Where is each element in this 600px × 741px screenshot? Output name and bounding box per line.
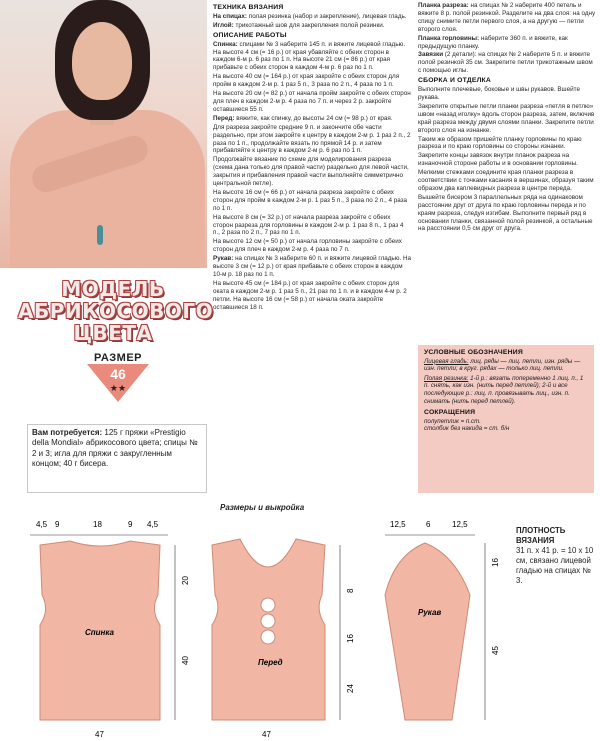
heading-assembly: СБОРКА И ОТДЕЛКА — [418, 77, 492, 85]
back-pattern — [30, 520, 190, 739]
back-dim-5: 4,5 — [147, 520, 159, 529]
materials-text: 125 г пряжи «Prestigio della Mondial» абрикосового цвета; спицы № 2 и 3; игла для пряжи с закругленным концом; 40 г бисера. — [32, 428, 198, 469]
assembly-1: Выполните плечевые, боковые и швы рукавов. Вшейте рукава. — [418, 86, 580, 101]
difficulty-stars: ★★ — [109, 383, 127, 393]
title-line-1: МОДЕЛЬ — [61, 277, 165, 301]
assembly-2: Закрепите открытые петли планки разреза «петля в петлю» швом «назад иголку» вдоль сторон разреза, затем, включив край разреза между двумя слоями планки. Закрепите петли второго слоя на изнанке. — [418, 102, 595, 134]
tech-needle: Иглой: трикотажный шов для закрепления полой резинки. — [213, 21, 385, 29]
sleeve-dim-2: 6 — [426, 520, 431, 529]
back-text: Спинка: спицами № 3 наберите 145 п. и вяжите лицевой гладью. На высоте 4 см (= 16 р.) от края убавляйте с обеих сторон в каждом 6-м р. 6 раз по 1 п. На высоте 21 см (= 86 р.) от края прибавьте с обеих сторон в каждом 4-м р. 6 раз по 1 п. — [213, 40, 406, 72]
plank-text: Планка разреза: на спицах № 2 наберите 400 петель и вяжите 8 р. полой резинкой. Разделите на два слоя: на одну спицу снимите петли первого слоя, а на другую — петли второго слоя. — [418, 2, 596, 33]
abbrev-1: полупетлик = п.ст. — [424, 417, 481, 425]
legend-heading: УСЛОВНЫЕ ОБОЗНАЧЕНИЯ — [424, 349, 523, 356]
heading-description: ОПИСАНИЕ РАБОТЫ — [213, 31, 287, 39]
sleeve-pattern — [385, 520, 500, 720]
front-text: Перед: вяжите, как спинку, до высоты 24 см (= 98 р.) от края. — [213, 114, 393, 122]
back-dim-side-1: 20 — [181, 576, 190, 585]
heading-technique: ТЕХНИКА ВЯЗАНИЯ — [213, 4, 284, 11]
face-shape — [72, 22, 132, 100]
front-dim-side-1: 8 — [346, 588, 355, 593]
sleeve-dim-side-1: 16 — [491, 558, 500, 567]
sleeve-label: Рукав — [418, 608, 442, 617]
pattern-diagrams — [0, 515, 510, 741]
back-dim-2: 9 — [55, 520, 60, 529]
front-dim-bottom: 47 — [262, 730, 271, 739]
legend-stockinette: Лицевая гладь: лиц. ряды — лиц. петли, изн. ряды — изн. петли; в круг. рядах — только лиц. петли. — [424, 357, 581, 373]
pendant-bead — [97, 225, 103, 245]
front-dim-side-2: 16 — [346, 634, 355, 643]
front-text-2: Для разреза закройте средние 9 п. и закончите обе части раздельно, при этом закройте к центру в каждом 2-м р. 1 раз 2 п., 2 раза по 1 п., продолжайте вязать по прямой 14 р. и затем прибавляйте к центру в каждом 2-м р. 6 раз по 1 п. — [213, 123, 411, 155]
front-text-3: Продолжайте вязание по схеме для моделирования разреза (схема дана только для правой части) раздельно для левой части, закрытия и прибавления правой части выполняйте симметрично центральной петле). — [213, 156, 409, 188]
assembly-6: Вышейте бисером 3 параллельных ряда на одинаковом расстоянии друг от друга по краю горловины переда и по краям разреза, следуя изгибам. Выполните первый ряд в основании планки, связанной полой резинкой, а остальные на расстоянии 0,5 см друг от друга. — [418, 193, 593, 233]
neck-plank-text: Планка горловины: наберите 360 п. и вяжите, как предыдущую планку. — [418, 34, 568, 50]
sleeve-dim-3: 12,5 — [452, 520, 468, 529]
model-title — [18, 277, 214, 345]
front-text-6: На высоте 12 см (= 50 р.) от начала горловины закройте с обеих сторон для плеч в каждом 2-м р. 4 раза по 7 п. — [213, 238, 402, 254]
back-dim-bottom: 47 — [95, 730, 104, 739]
front-text-5: На высоте 8 см (= 32 р.) от начала разреза закройте с обеих сторон разреза для горловины в каждом 2-м р. 1 раз 8 п., 1 раз 4 п., 2 раза по 2 п., 7 раз по 1 п. — [213, 213, 404, 237]
abbrev-2: столбик без накида = ст. б/н — [424, 425, 510, 433]
back-text-2: На высоте 40 см (= 164 р.) от края закройте с обеих сторон для пройм в каждом 2-м р. 1 раз 5 п., 3 раза по 2 п., 4 раза по 1 п. — [213, 73, 400, 89]
back-dim-side-2: 40 — [181, 656, 190, 665]
back-text-3: На высоте 20 см (= 82 р.) от начала пройм закройте с обеих сторон для плеч в каждом 2-м р. 4 раза по 7 п. и через 2 р. закройте оставшиеся 55 п. — [213, 90, 411, 113]
title-line-2: АБРИКОСОВОГО — [18, 299, 214, 323]
legend-rib: Полая резинка: 1-й р.: вязать попеременно 1 лиц. п., 1 п. снять, как изн. (нить перед петлей); 2-й и все последующие р.: лиц. п. провязывать лиц., изн. п. снимать (нить перед петлей). — [424, 374, 584, 405]
sleeve-text: Рукав: на спицах № 3 наберите 60 п. и вяжите лицевой гладью. На высоте 3 см (= 12 р.) от края прибавьте с обеих сторон в каждом 10-м р. 18 раз по 1 п. — [213, 255, 411, 278]
materials-box — [27, 424, 207, 493]
front-dim-side-3: 24 — [346, 684, 355, 693]
model-photo — [0, 0, 207, 268]
assembly-5: Мелкими стежками соедините края планки разреза в соответствии с точками касания в вершинах, образуя таким образом два каплевидных разреза в центре переда. — [418, 169, 594, 192]
back-dim-1: 4,5 — [36, 520, 48, 529]
assembly-3: Таким же образом пришейте планку горловины по краю разреза и по краю горловины со стороны изнанки. — [418, 135, 582, 151]
sleeve-dim-1: 12,5 — [390, 520, 406, 529]
ties-text: Завязки (2 детали): на спицах № 2 наберите 5 п. и вяжите полой резинкой 35 см. Закрепите петли трикотажным швом с помощью иглы. — [418, 51, 593, 75]
legend-box — [418, 345, 594, 493]
sleeve-text-2: На высоте 45 см (= 184 р.) от края закройте с обеих сторон для оката в каждом 2-м р. 1 раз 5 п., 21 раз по 1 п. и в каждом 4-м р. 2 петли. На высоте 16 см (= 58 р.) от начала оката закройте оставшиеся 18 п. — [213, 279, 407, 311]
diagram-title: Размеры и выкройка — [220, 503, 305, 512]
front-pattern — [212, 539, 355, 739]
title-line-3: ЦВЕТА — [73, 321, 153, 345]
column-assembly — [418, 2, 596, 234]
column-technique — [213, 2, 411, 313]
tech-needles: На спицах: полая резинка (набор и закрепление), лицевая гладь. — [213, 12, 407, 20]
gauge-text: 31 п. x 41 р. = 10 x 10 см, связано лицевой гладью на спицах № 3. — [516, 546, 594, 585]
size-value: 46 — [110, 366, 126, 382]
back-label: Спинка — [85, 628, 114, 637]
gauge-box — [516, 526, 596, 586]
back-dim-4: 9 — [128, 520, 133, 529]
assembly-4: Закрепите концы завязок внутри планок разреза на изнаночной стороне работы и в основании горловины. — [418, 152, 578, 168]
abbrev-heading: СОКРАЩЕНИЯ — [424, 409, 476, 417]
size-label: РАЗМЕР — [93, 352, 143, 364]
gauge-heading: ПЛОТНОСТЬ ВЯЗАНИЯ — [516, 526, 566, 545]
front-label: Перед — [258, 658, 283, 667]
back-dim-3: 18 — [93, 520, 102, 529]
materials-head: Вам потребуется: — [32, 428, 103, 437]
sleeve-dim-side-2: 45 — [491, 646, 500, 655]
front-text-4: На высоте 16 см (= 66 р.) от начала разреза закройте с обеих сторон для пройм в каждом 2-м р. 1 раз 5 п., 3 раза по 2 п., 4 раза по 1 п. — [213, 188, 408, 212]
